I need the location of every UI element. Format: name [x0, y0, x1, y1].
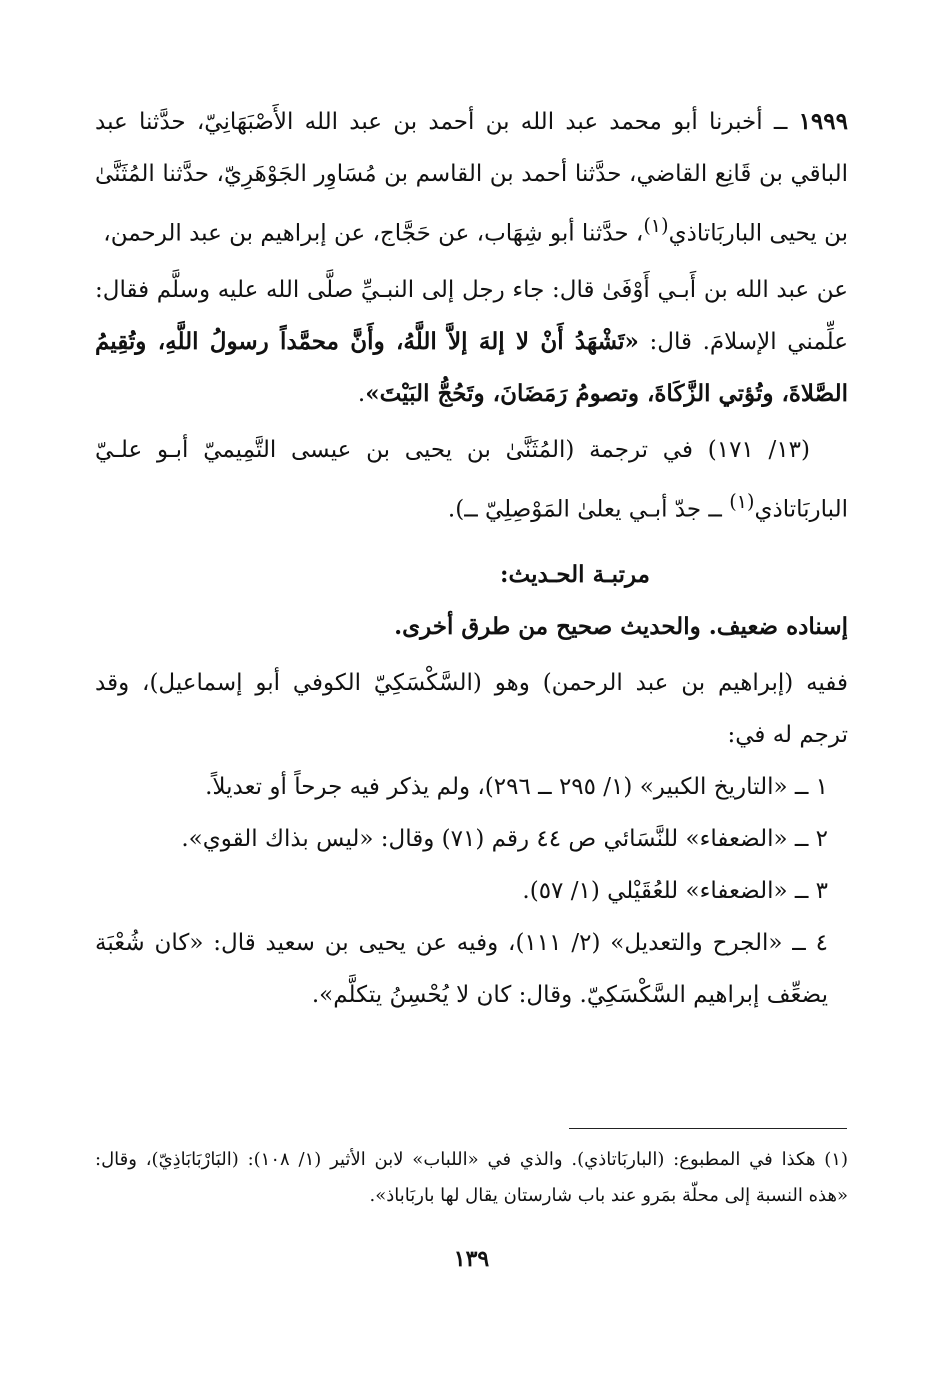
hadith-reference [95, 424, 848, 536]
hadith-matn [95, 264, 848, 420]
footnote-mark: (١) [643, 214, 669, 237]
matn-quote: «تَشْهَدُ أَنْ لا إلهَ إلاَّ اللَّهُ، وأَنَّ محمَّداً رسولُ اللَّهِ، وتُقِيمُ الصَّلاةَ، وتُؤتي الزَّكَاةَ، وتصومُ رَمَضَانَ، وتَحُجُّ البَيْتَ» [95, 327, 848, 407]
list-item: ٣ ــ «الضعفاء» للعُقَيْلي (١/ ٥٧). [522, 878, 828, 905]
reference-end: ــ جدّ أبـي يعلىٰ المَوْصِلِيّ ــ). [447, 496, 730, 523]
grade-statement: إسناده ضعيف. والحديث صحيح من طرق أخرى. [394, 613, 848, 641]
footnote-separator [569, 1128, 847, 1129]
page-number: ١٣٩ [453, 1246, 490, 1272]
list-item: ٤ ــ «الجرح والتعديل» (٢/ ١١١)، وفيه عن يحيى بن سعيد قال: «كان شُعْبَة يضعِّف إبراهيم السَّكْسَكِيّ. وقال: كان لا يُحْسِنُ يتكلَّم». [95, 930, 828, 1009]
hadith-isnad [95, 96, 848, 260]
isnad-end: ، حدَّثنا أبو شِهَاب، عن حَجَّاج، عن إبراهيم بن عبد الرحمن، [103, 220, 644, 247]
analysis-intro: ففيه (إبراهيم بن عبد الرحمن) وهو (السَّكْسَكِيّ الكوفي أبو إسماعيل)، وقد ترجم له في: [95, 670, 848, 749]
list-item: ١ ــ «التاريخ الكبير» (١/ ٢٩٥ ــ ٢٩٦)، ولم يذكر فيه جرحاً أو تعديلاً. [205, 774, 828, 801]
reference-text: (١٣/ ١٧١) في ترجمة (المُثَنَّىٰ بن يحيى بن عيسى التَّمِيميّ أبـو علـيّ الباربَاتاذي [95, 436, 848, 523]
grade-heading: مرتبـة الحـديث: [500, 561, 650, 589]
list-item: ٢ ــ «الضعفاء» للنَّسَائي ص ٤٤ رقم (٧١) وقال: «ليس بذاك القوي». [181, 826, 828, 853]
matn-end: . [357, 380, 366, 407]
footnote: (١) هكذا في المطبوع: (الباربَاتاذي). والذي في «اللباب» لابن الأثير (١/ ١٠٨): (البَارْبَابَاذِيّ)، وقال: «هذه النسبة إلى محلّة بمَرو عند باب شارستان يقال لها باربَاباذ». [95, 1149, 848, 1206]
main-text [95, 96, 848, 1021]
footnotes [95, 1142, 848, 1214]
hadith-number: ١٩٩٩ [798, 108, 848, 135]
isnad-text: ــ أخبرنا أبو محمد عبد الله بن أحمد بن عبد الله الأَصْبَهَانِيّ، حدَّثنا عبد الباقي بن قَانِع القاضي، حدَّثنا أحمد بن القاسم بن مُسَاوِر الجَوْهَرِيّ، حدَّثنا المُثَنَّىٰ بن يحيى الباربَاتاذي [95, 109, 848, 247]
footnote-mark: (١) [729, 489, 755, 513]
matn-intro: عن عبد الله بن أَبـي أَوْفَىٰ قال: جاء رجل إلى النبـيِّ صلَّى الله عليه وسلَّم فقال: علِّمني الإسلامَ. قال: [95, 276, 848, 355]
